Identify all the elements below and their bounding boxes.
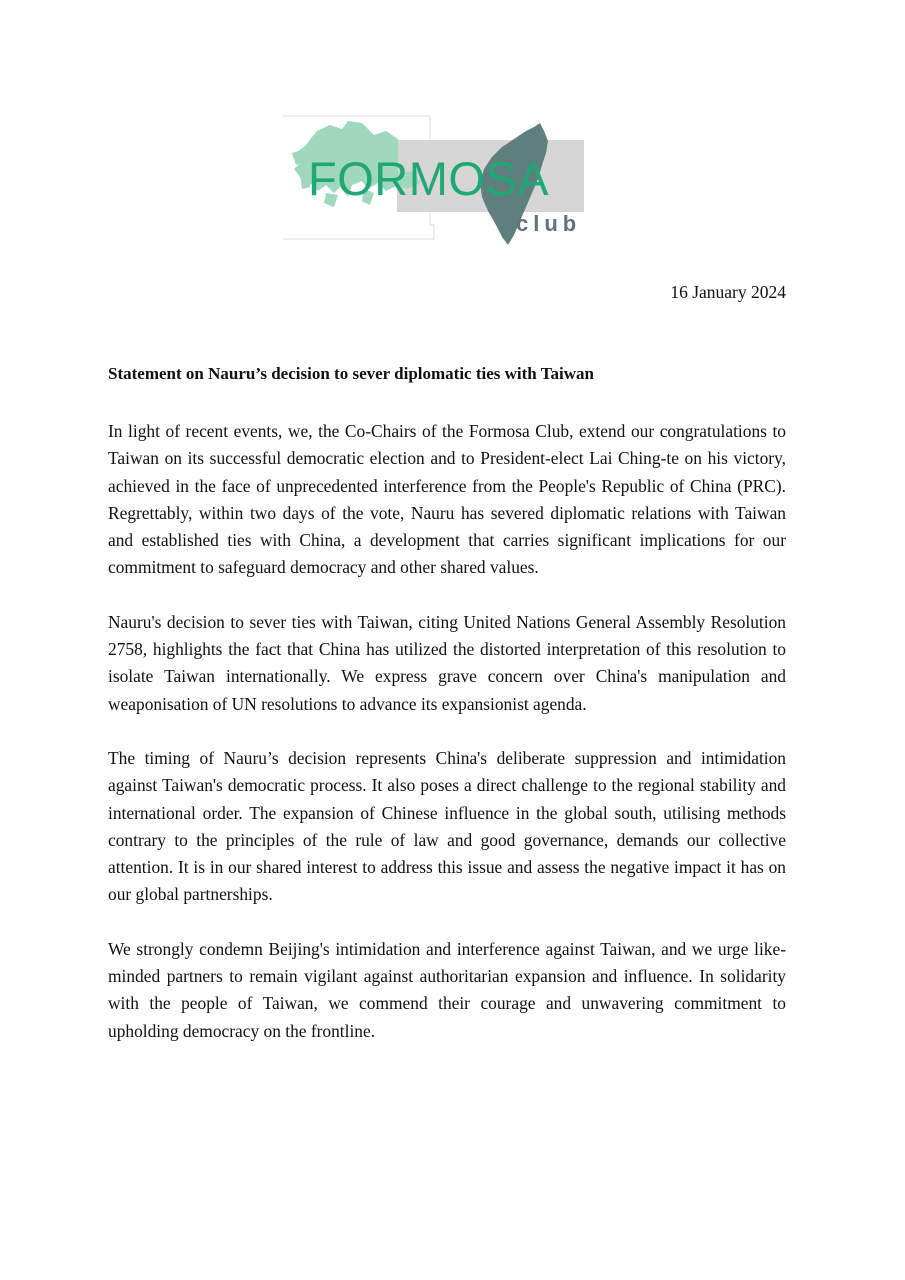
club-wordmark: club — [516, 211, 582, 236]
formosa-wordmark: FORMOSA — [308, 152, 550, 205]
paragraph-resolution-2758: Nauru's decision to sever ties with Taiwan, citing United Nations General Assembly Resolution 2758, highlights the fact that China has utilized the distorted interpretation of this resolution to isolate Taiwan internationally. We express grave concern over China's manipulation and weaponisation of UN resolutions to advance its expansionist agenda. — [108, 611, 786, 714]
statement-date: 16 January 2024 — [670, 282, 786, 302]
paragraph-condemnation: We strongly condemn Beijing's intimidation and interference against Taiwan, and we urge like-minded partners to remain vigilant against authoritarian expansion and influence. In solidarity with the people of Taiwan, we commend their courage and unwavering commitment to upholding democracy on the frontline. — [108, 938, 786, 1041]
statement-title: Statement on Nauru’s decision to sever diplomatic ties with Taiwan — [108, 364, 594, 383]
paragraph-timing: The timing of Nauru’s decision represents China's deliberate suppression and intimidation against Taiwan's democratic process. It also poses a direct challenge to the regional stability and international order. The expansion of Chinese influence in the global south, utilising methods contrary to the principles of the rule of law and good governance, demands our collective attention. It is in our shared interest to address this issue and assess the negative impact it has on our global partnerships. — [108, 747, 786, 905]
formosa-club-logo — [282, 113, 587, 248]
paragraph-congratulations: In light of recent events, we, the Co-Chairs of the Formosa Club, extend our congratulations to Taiwan on its successful democratic election and to President-elect Lai Ching-te on his victory, achieved in the face of unprecedented interference from the People's Republic of China (PRC). Regrettably, within two days of the vote, Nauru has severed diplomatic relations with Taiwan and established ties with China, a development that carries significant implications for our commitment to safeguard democracy and other shared values. — [108, 421, 786, 578]
statement-body — [108, 418, 786, 1072]
